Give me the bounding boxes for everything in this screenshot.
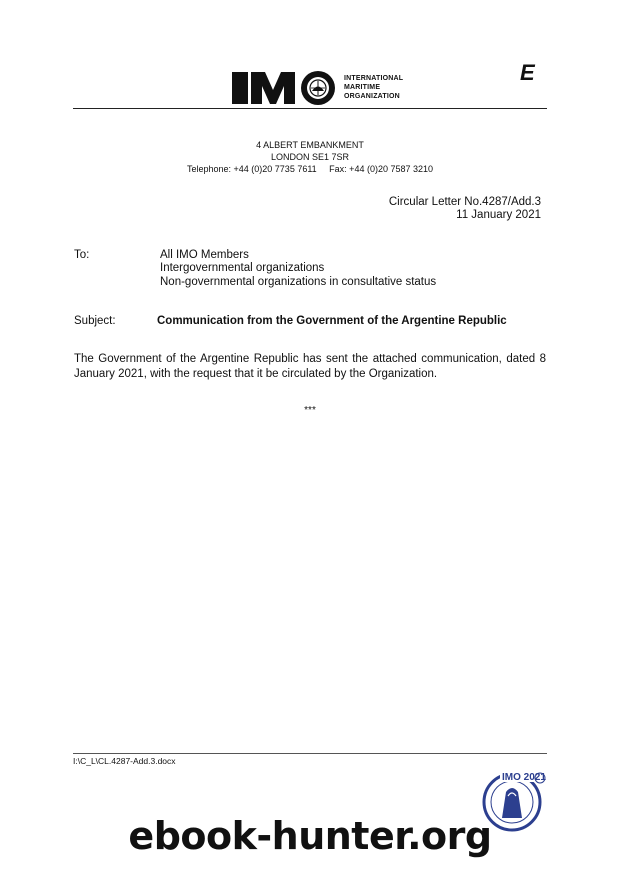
address-line-3: Telephone: +44 (0)20 7735 7611 Fax: +44 (0)20 7587 3210 [186,164,434,174]
footer-divider [73,753,547,754]
svg-text:IMO 2021: IMO 2021 [502,772,546,783]
recipient-item: Non-governmental organizations in consultative status [160,275,437,288]
recipient-item: All IMO Members [160,249,249,261]
org-name [344,74,403,101]
imo-logo-mark [232,70,340,106]
file-path: I:\C_L\CL.4287-Add.3.docx [73,756,176,766]
watermark-text: ebook-hunter.org [128,814,492,858]
circular-number: Circular Letter No.4287/Add.3 [388,196,541,208]
subject-text: Communication from the Government of the Argentine Republic [157,315,507,327]
org-line-2: MARITIME [344,84,381,91]
circular-reference [389,196,541,222]
circular-date: 11 January 2021 [456,209,541,221]
recipient-item: Intergovernmental organizations [160,262,325,275]
header-divider [73,108,547,109]
imo-logo [232,70,412,106]
to-label: To: [74,249,90,261]
address-block [73,139,547,175]
org-line-3: ORGANIZATION [344,93,400,100]
subject-label: Subject: [74,315,116,327]
recipient-list [160,249,436,289]
separator-stars: *** [304,405,316,416]
org-line-1: INTERNATIONAL [344,75,404,82]
address-line-1: 4 ALBERT EMBANKMENT [256,140,364,150]
language-code: E [520,60,535,85]
body-paragraph: The Government of the Argentine Republic has sent the attached communication, dated 8 January 2021, with the request that it be circulated by the Organization. [74,353,546,380]
address-line-2: LONDON SE1 7SR [270,152,350,162]
svg-text:IMO: IMO [232,70,234,71]
